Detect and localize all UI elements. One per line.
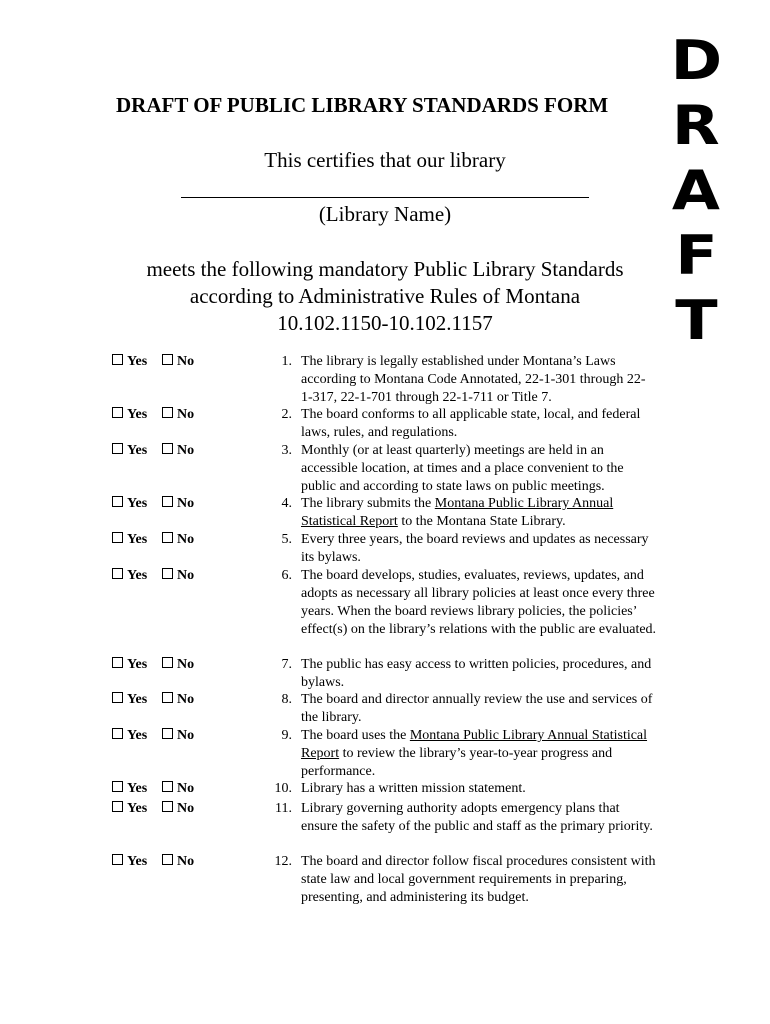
- no-checkbox[interactable]: [162, 407, 173, 418]
- standard-number: 8.: [281, 692, 292, 707]
- yes-checkbox[interactable]: [112, 568, 123, 579]
- yes-no-choices: [112, 780, 194, 798]
- yes-checkbox[interactable]: [112, 443, 123, 454]
- report-title-link: Montana Public Library Annual Statistical Report: [301, 496, 614, 529]
- yes-label: Yes: [127, 354, 148, 369]
- no-option[interactable]: [162, 727, 194, 745]
- yes-option[interactable]: [112, 853, 162, 871]
- standard-number: 2.: [281, 407, 292, 422]
- yes-no-choices: [112, 656, 194, 674]
- no-label: No: [177, 443, 195, 458]
- standard-text: The board conforms to all applicable state, local, and federal laws, rules, and regulations.: [301, 407, 641, 440]
- yes-option[interactable]: [112, 406, 162, 424]
- standard-text: The library submits the Montana Public Library Annual Statistical Report to the Montana State Library.: [301, 496, 614, 529]
- watermark-letter: R: [672, 94, 720, 157]
- watermark-letter: T: [674, 289, 718, 352]
- yes-option[interactable]: [112, 442, 162, 460]
- standard-number: 7.: [281, 657, 292, 672]
- no-option[interactable]: [162, 531, 194, 549]
- no-option[interactable]: [162, 567, 194, 585]
- yes-label: Yes: [127, 692, 148, 707]
- no-checkbox[interactable]: [162, 728, 173, 739]
- yes-checkbox[interactable]: [112, 781, 123, 792]
- no-label: No: [177, 568, 195, 583]
- no-label: No: [177, 801, 195, 816]
- yes-checkbox[interactable]: [112, 801, 123, 812]
- watermark-letter: F: [674, 224, 718, 287]
- no-label: No: [177, 407, 195, 422]
- standard-number: 1.: [281, 354, 292, 369]
- library-name-label: (Library Name): [318, 202, 452, 226]
- standard-number: 4.: [281, 496, 292, 511]
- no-option[interactable]: [162, 780, 194, 798]
- no-label: No: [177, 781, 195, 796]
- yes-label: Yes: [127, 854, 148, 869]
- standard-text: The board develops, studies, evaluates, reviews, updates, and adopts as necessary all library policies at least once every three years. When the board reviews library policies, the policies’ effect(s) on the library’s relations with the public are evaluated.: [301, 568, 657, 637]
- standard-text: The board and director follow fiscal procedures consistent with state law and local government requirements in preparing, presenting, and administering its budget.: [301, 854, 656, 905]
- yes-no-choices: [112, 495, 194, 513]
- yes-option[interactable]: [112, 656, 162, 674]
- intro-line: meets the following mandatory Public Library Standards: [146, 257, 624, 281]
- intro-line: 10.102.1150-10.102.1157: [277, 311, 493, 335]
- yes-label: Yes: [127, 657, 148, 672]
- yes-label: Yes: [127, 801, 148, 816]
- certify-text: This certifies that our library: [264, 148, 506, 172]
- draft-watermark: [668, 28, 724, 353]
- no-option[interactable]: [162, 495, 194, 513]
- no-option[interactable]: [162, 800, 194, 818]
- standards-intro: [105, 256, 665, 337]
- yes-no-choices: [112, 691, 194, 709]
- standard-text: Library governing authority adopts emergency plans that ensure the safety of the public and staff as the primary priority.: [301, 801, 653, 834]
- no-checkbox[interactable]: [162, 692, 173, 703]
- yes-no-choices: [112, 567, 194, 585]
- no-option[interactable]: [162, 656, 194, 674]
- yes-no-choices: [112, 442, 194, 460]
- yes-checkbox[interactable]: [112, 532, 123, 543]
- yes-label: Yes: [127, 781, 148, 796]
- standard-text: The library is legally established under Montana’s Laws according to Montana Code Annotated, 22-1-301 through 22-1-317, 22-1-701 through 22-1-711 or Title 7.: [301, 354, 646, 405]
- library-name-field[interactable]: [181, 197, 589, 198]
- watermark-letter: D: [670, 29, 722, 92]
- no-checkbox[interactable]: [162, 781, 173, 792]
- yes-option[interactable]: [112, 727, 162, 745]
- no-checkbox[interactable]: [162, 354, 173, 365]
- yes-label: Yes: [127, 407, 148, 422]
- no-checkbox[interactable]: [162, 657, 173, 668]
- standard-text: Monthly (or at least quarterly) meetings are held in an accessible location, at times and a place convenient to the public and according to state laws on public meetings.: [301, 443, 624, 494]
- yes-checkbox[interactable]: [112, 496, 123, 507]
- no-checkbox[interactable]: [162, 568, 173, 579]
- yes-checkbox[interactable]: [112, 354, 123, 365]
- standard-text: Every three years, the board reviews and updates as necessary its bylaws.: [301, 532, 649, 565]
- no-checkbox[interactable]: [162, 854, 173, 865]
- no-option[interactable]: [162, 442, 194, 460]
- yes-label: Yes: [127, 728, 148, 743]
- no-label: No: [177, 354, 195, 369]
- no-option[interactable]: [162, 853, 194, 871]
- yes-label: Yes: [127, 532, 148, 547]
- standard-text: The public has easy access to written policies, procedures, and bylaws.: [301, 657, 652, 690]
- form-title: DRAFT OF PUBLIC LIBRARY STANDARDS FORM: [116, 93, 609, 117]
- yes-label: Yes: [127, 496, 148, 511]
- no-label: No: [177, 657, 195, 672]
- standard-number: 6.: [281, 568, 292, 583]
- no-label: No: [177, 496, 195, 511]
- watermark-letter: A: [671, 159, 721, 222]
- yes-no-choices: [112, 531, 194, 549]
- standard-text: The board uses the Montana Public Library Annual Statistical Report to review the library’s year-to-year progress and performance.: [301, 728, 648, 779]
- report-title-link: Montana Public Library Annual Statistical Report: [301, 728, 648, 761]
- no-option[interactable]: [162, 406, 194, 424]
- no-label: No: [177, 692, 195, 707]
- yes-checkbox[interactable]: [112, 692, 123, 703]
- no-label: No: [177, 854, 195, 869]
- no-option[interactable]: [162, 691, 194, 709]
- standard-number: 3.: [281, 443, 292, 458]
- yes-option[interactable]: [112, 495, 162, 513]
- yes-option[interactable]: [112, 780, 162, 798]
- no-checkbox[interactable]: [162, 443, 173, 454]
- yes-option[interactable]: [112, 800, 162, 818]
- yes-no-choices: [112, 853, 194, 871]
- yes-option[interactable]: [112, 531, 162, 549]
- yes-checkbox[interactable]: [112, 407, 123, 418]
- yes-option[interactable]: [112, 353, 162, 371]
- standard-number: 5.: [281, 532, 292, 547]
- no-checkbox[interactable]: [162, 532, 173, 543]
- yes-checkbox[interactable]: [112, 854, 123, 865]
- yes-no-choices: [112, 353, 194, 371]
- standard-number: 11.: [275, 801, 292, 816]
- yes-no-choices: [112, 800, 194, 818]
- intro-line: according to Administrative Rules of Montana: [189, 284, 581, 308]
- yes-option[interactable]: [112, 567, 162, 585]
- yes-checkbox[interactable]: [112, 728, 123, 739]
- standard-number: 9.: [281, 728, 292, 743]
- no-checkbox[interactable]: [162, 496, 173, 507]
- yes-option[interactable]: [112, 691, 162, 709]
- yes-label: Yes: [127, 568, 148, 583]
- no-option[interactable]: [162, 353, 194, 371]
- yes-no-choices: [112, 727, 194, 745]
- standard-number: 10.: [274, 781, 292, 796]
- yes-no-choices: [112, 406, 194, 424]
- yes-checkbox[interactable]: [112, 657, 123, 668]
- no-label: No: [177, 532, 195, 547]
- standard-text: Library has a written mission statement.: [301, 781, 526, 796]
- yes-label: Yes: [127, 443, 148, 458]
- no-checkbox[interactable]: [162, 801, 173, 812]
- no-label: No: [177, 728, 195, 743]
- standard-number: 12.: [274, 854, 292, 869]
- standard-text: The board and director annually review the use and services of the library.: [301, 692, 653, 725]
